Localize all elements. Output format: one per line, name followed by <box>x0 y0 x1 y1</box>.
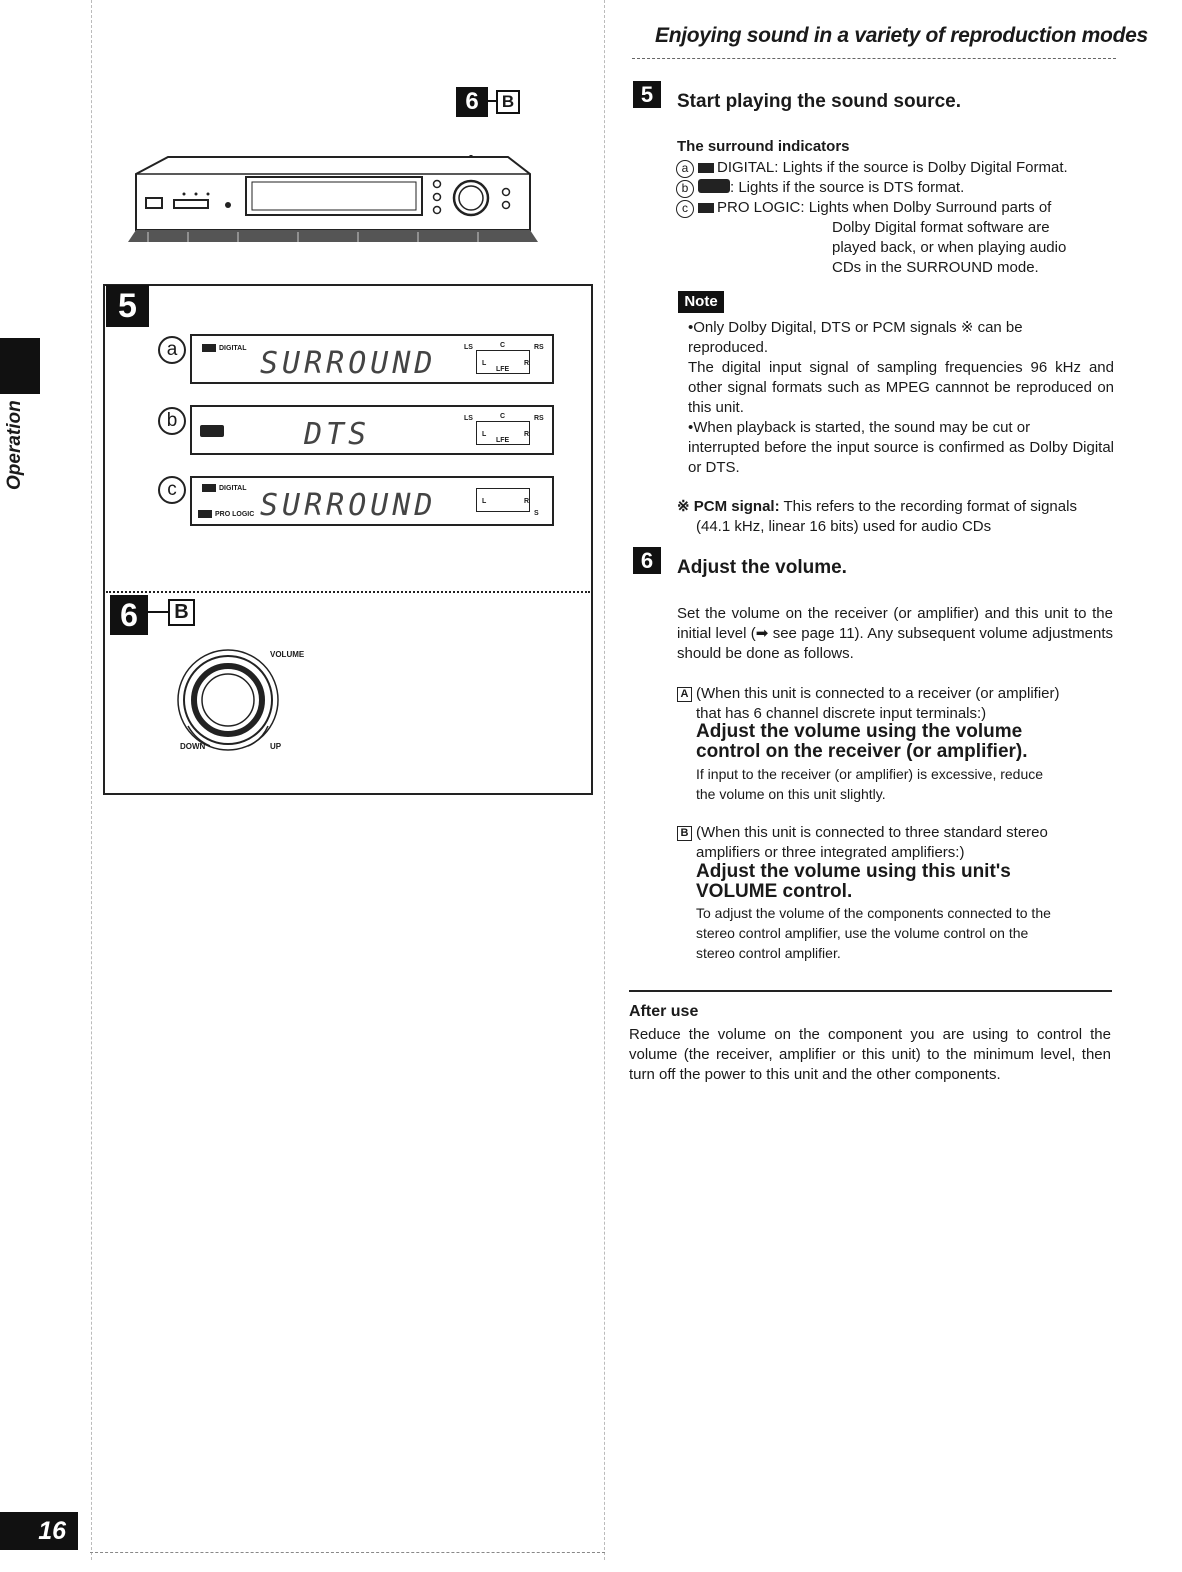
after-use-text: Reduce the volume on the component you are using to control the volume (the receiver, amplifier or this unit) to the minimum level, then turn off the power to this unit and the other components. <box>629 1026 1111 1083</box>
indicator-c-line4: CDs in the SURROUND mode. <box>832 259 1039 276</box>
figure-step6-badge: 6 <box>456 87 488 117</box>
left-margin-guide <box>91 0 92 1560</box>
dolby-icon <box>698 163 714 173</box>
volume-knob-icon <box>176 644 300 756</box>
section-tab <box>0 338 40 394</box>
display-c <box>190 476 554 526</box>
step6-badge: 6 <box>633 547 661 574</box>
page-number: 16 <box>0 1512 78 1550</box>
option-b-condition: B (When this unit is connected to three standard stereo <box>677 823 1117 843</box>
note1-line1: •Only Dolby Digital, DTS or PCM signals ※ can be <box>688 319 1023 336</box>
step5-badge: 5 <box>633 81 661 108</box>
indicator-b-marker: b <box>676 180 694 198</box>
knob-down-label: DOWN <box>180 742 206 751</box>
indicator-c-line3: played back, or when playing audio <box>832 239 1067 256</box>
option-a-condition: A (When this unit is connected to a receiver (or amplifier) <box>677 684 1117 704</box>
receiver-illustration <box>128 152 538 244</box>
option-b-instruction2: VOLUME control. <box>696 881 853 902</box>
display-marker-b: b <box>158 407 186 435</box>
bottom-rule <box>90 1552 605 1553</box>
step6-heading: Adjust the volume. <box>677 557 847 578</box>
note2-line1: •When playback is started, the sound may be cut or <box>688 419 1031 436</box>
speaker-indicator-c: L R S <box>460 484 546 520</box>
option-b-detail3: stereo control amplifier. <box>696 945 841 961</box>
page-header-title: Enjoying sound in a variety of reproduction modes <box>655 24 1148 47</box>
option-a-label: A <box>677 687 692 702</box>
panel-box-b: B <box>168 599 195 626</box>
option-b-label: B <box>677 826 692 841</box>
option-a-instruction2: control on the receiver (or amplifier). <box>696 741 1028 762</box>
indicator-a: a DIGITAL: Lights if the source is Dolby Digital Format. <box>676 158 1116 178</box>
speaker-indicator-b: LS C RS L LFE R <box>464 413 544 444</box>
panel-step5-badge: 5 <box>106 285 149 327</box>
panel-step6-badge: 6 <box>110 595 148 635</box>
indicator-c: c PRO LOGIC: Lights when Dolby Surround parts of <box>676 198 1116 218</box>
option-a-instruction1: Adjust the volume using the volume <box>696 721 1023 742</box>
display-marker-c: c <box>158 476 186 504</box>
note2-detail: interrupted before the input source is confirmed as Dolby Digital or DTS. <box>688 439 1114 476</box>
option-b-condition2: amplifiers or three integrated amplifiers:) <box>696 844 965 861</box>
display-marker-a: a <box>158 336 186 364</box>
knob-volume-label: VOLUME <box>270 650 305 659</box>
center-gutter-guide <box>604 0 605 1560</box>
display-a <box>190 334 554 384</box>
note1-detail: The digital input signal of sampling frequencies 96 kHz and other signal formats such as MPEG cannnot be reproduced on this unit. <box>688 359 1114 416</box>
display-c-text: SURROUND <box>260 488 437 523</box>
dts-indicator-icon <box>200 425 224 437</box>
indicator-b: b : Lights if the source is DTS format. <box>676 178 1116 198</box>
indicator-a-marker: a <box>676 160 694 178</box>
section-label: Operation <box>4 400 25 490</box>
option-a-detail2: the volume on this unit slightly. <box>696 786 886 802</box>
indicators-title: The surround indicators <box>677 138 850 155</box>
after-use-rule <box>629 990 1112 992</box>
note-badge: Note <box>678 291 724 313</box>
indicator-c-marker: c <box>676 200 694 218</box>
figure-box-b: B <box>496 90 520 114</box>
display-c-indicator: DIGITAL <box>202 484 246 492</box>
option-b-detail1: To adjust the volume of the components connected to the <box>696 905 1051 921</box>
dts-logo-icon <box>698 179 730 193</box>
display-a-text: SURROUND <box>260 346 437 381</box>
pcm-note-line2: (44.1 kHz, linear 16 bits) used for audio CDs <box>696 518 992 535</box>
panel-divider <box>106 591 590 593</box>
knob-up-label: UP <box>270 742 282 751</box>
speaker-indicator-a: LS C RS L LFE R <box>464 342 544 373</box>
after-use-title: After use <box>629 1003 699 1020</box>
step5-heading: Start playing the sound source. <box>677 91 961 112</box>
step6-intro: Set the volume on the receiver (or amplifier) and this unit to the initial level (➡ see page 11). Any subsequent volume adjustments should be done as follows. <box>677 605 1113 662</box>
display-b <box>190 405 554 455</box>
display-a-indicator: DIGITAL <box>202 344 246 352</box>
display-b-text: DTS <box>304 417 371 452</box>
option-a-condition2: that has 6 channel discrete input terminals:) <box>696 705 987 722</box>
badge-connector <box>487 100 497 102</box>
display-c-indicator-2: PRO LOGIC <box>198 510 254 518</box>
dolby-icon <box>698 203 714 213</box>
pcm-note: ※ PCM signal: This refers to the recording format of signals <box>677 498 1077 515</box>
option-b-detail2: stereo control amplifier, use the volume control on the <box>696 925 1029 941</box>
panel-badge-connector <box>148 611 168 613</box>
header-rule <box>632 58 1116 59</box>
note1-line2: reproduced. <box>688 339 769 356</box>
option-a-detail1: If input to the receiver (or amplifier) is excessive, reduce <box>696 766 1044 782</box>
indicator-c-line2: Dolby Digital format software are <box>832 219 1050 236</box>
option-b-instruction1: Adjust the volume using this unit's <box>696 861 1011 882</box>
